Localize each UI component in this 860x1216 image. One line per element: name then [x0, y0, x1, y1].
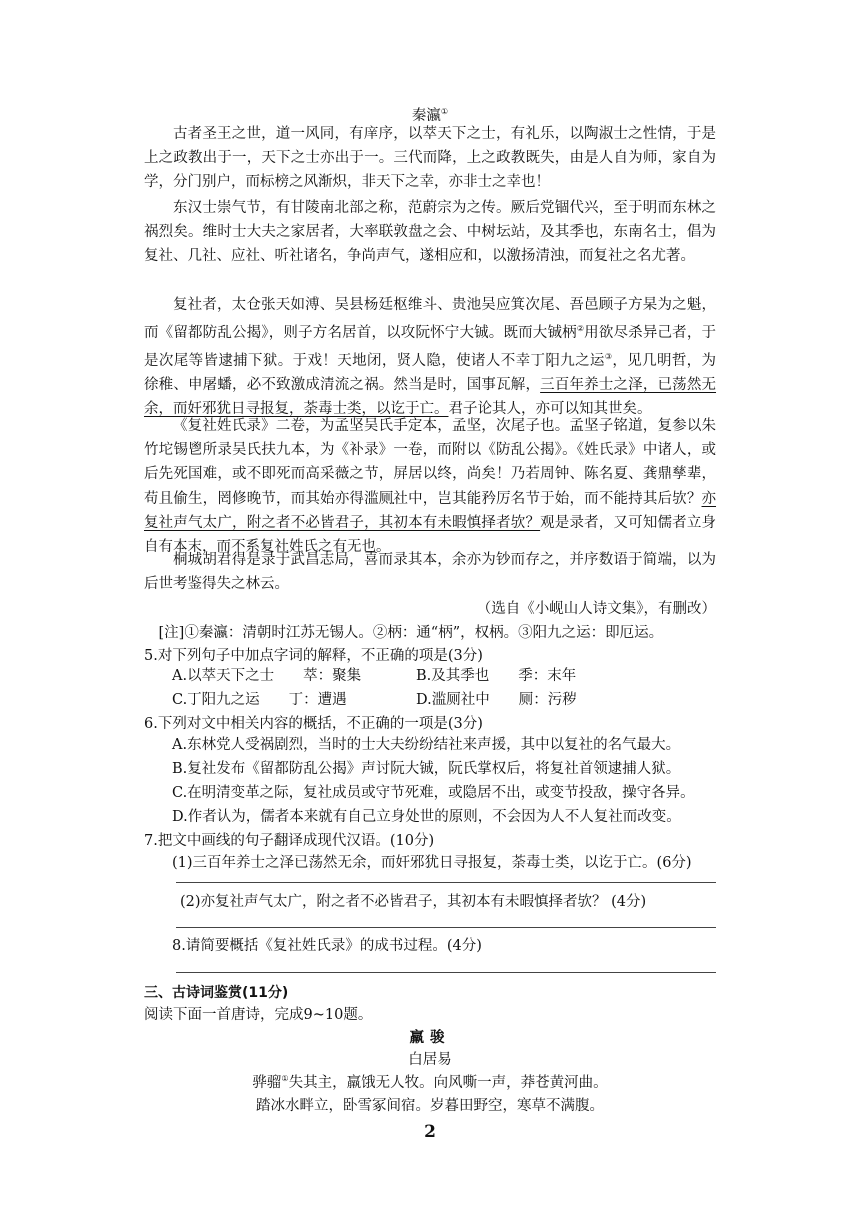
paragraph-3-text-a: 复社者，太仓张天如溥、吴县杨廷枢维斗、贵池吴应箕次尾、吾邑顾子方杲为之魁，而《留都防乱公揭》，则子方名居首，以攻阮怀宁大铖。既而大铖柄: [144, 297, 716, 342]
q6-option-d: D.作者认为，儒者本来就有自己立身处世的原则，不会因为人不人复社而改变。: [172, 809, 681, 825]
footnote-mark-3: ③: [604, 352, 613, 362]
underlined-sentence-2: 亦复社声气太广，附之者不必皆君子，其初本有未暇慎择者欤？: [144, 490, 717, 531]
section-3-instruction: 阅读下面一首唐诗，完成9~10题。: [144, 1007, 373, 1023]
paragraph-3: [144, 293, 716, 422]
poem-line-1-b: 失其主，羸饿无人牧。向风嘶一声，莽苍黄河曲。: [288, 1075, 608, 1091]
paragraph-2: [144, 196, 716, 269]
paragraph-5-text: 桐城胡君得是录于武昌志局，喜而录其本，余亦为钞而存之，并序数语于简端，以为后世考鉴得失之林云。: [144, 552, 716, 593]
q5-option-d: D.滥厕社中 厕：污秽: [416, 692, 577, 708]
dotted-word-ji: 季: [569, 224, 585, 241]
answer-line-q7-2[interactable]: [176, 927, 716, 928]
poem-line-2: 踏冰水畔立，卧雪冢间宿。岁暮田野空，寒草不满腹。: [256, 1098, 604, 1114]
paragraph-2-text-a: 东汉士崇气节，有甘陵南北部之称，范蔚宗为之传。厥后党锢代兴，至于明而东林之祸烈矣。维时士大夫之家居者，大率联敦盘之会、中树坛站，及其: [144, 200, 716, 241]
poem-title: 羸骏: [409, 1029, 451, 1046]
q7-sentence-1: (1)三百年养士之泽已荡然无余，而奸邪犹日寻报复，荼毒士类，以讫于亡。(6分): [172, 855, 692, 871]
q5-option-c: C.丁阳九之运 丁：遭遇: [172, 692, 347, 708]
poem-footnote-mark: ①: [281, 1074, 289, 1084]
underlined-sentence-1: 三百年养士之泽，已荡然无余，而奸邪犹日寻报复，荼毒士类，以讫于亡。: [144, 377, 717, 418]
page-number: 2: [424, 1122, 436, 1142]
q5-stem: 5.对下列句子中加点字词的解释，不正确的项是(3分): [144, 648, 483, 664]
title-footnote-mark: ①: [440, 107, 449, 117]
q8-stem: 8.请简要概括《复社姓氏录》的成书过程。(4分): [172, 938, 482, 954]
paragraph-4-text-a: 《复社姓氏录》二卷，为孟坚吴氏手定本，孟坚，次尾子也。孟坚子铭道，复参以朱竹坨锡鬯所录吴氏扶九本，为《补录》一卷，而附以《防乱公揭》。《姓氏录》中诸人，或后先死国难，或不即死而高采薇之节，屏居以终，尚矣！乃若周钟、陈名夏、龚鼎孳辈，苟且偷生，罔修晚节，而其始亦得: [144, 418, 716, 507]
footnotes: [注]①秦瀛：清朝时江苏无锡人。②柄：通“柄”，权柄。③阳九之运：即厄运。: [158, 625, 664, 641]
passage-title-text: 秦瀛: [411, 108, 441, 124]
section-3-heading: 三、古诗词鉴赏(11分): [144, 985, 289, 1001]
paragraph-1-text: 古者圣王之世，道一风同，有庠序，以萃天下之士，有礼乐，以陶淑士之性情，于是上之政教出于一，天下之士亦出于一。三代而降，上之政教既失，由是人自为师，家自为学，分门别户，而标榜之风渐炽，非天下之幸，亦非士之幸也！: [144, 126, 716, 191]
dotted-word-ding: 丁: [530, 353, 546, 370]
q5-option-a: A.以萃天下之士 萃：聚集: [172, 668, 362, 684]
paragraph-1: [144, 122, 716, 195]
poem-line-1-a: 骅骝: [252, 1075, 282, 1091]
q6-option-a: A.东林党人受祸剧烈，当时的士大夫纷纷结社来声援，其中以复社的名气最大。: [172, 737, 681, 753]
paragraph-2-text-b: 也，东南名士，倡为复社、几社、应社、听社诸名，争尚声气，遂相应和，以激扬清浊，而复社之名尤著。: [144, 224, 717, 265]
q7-stem: 7.把文中画线的句子翻译成现代汉语。(10分): [144, 833, 435, 849]
paragraph-3-text-c: 阳九之运: [545, 353, 605, 370]
q6-option-c: C.在明清变革之际，复社成员或守节死难，或隐居不出，或变节投敌，操守各异。: [172, 785, 695, 801]
q6-option-b: B.复社发布《留都防乱公揭》声讨阮大铖，阮氏掌权后，将复社首领逮捕人狱。: [172, 761, 681, 777]
answer-line-q7-1[interactable]: [176, 882, 716, 883]
paragraph-4-text-c: 观是录者，又可知儒者立身自有本末，而不系复社姓氏之有无也。: [144, 514, 717, 556]
source-citation: （选自《小岘山人诗文集》，有删改）: [476, 601, 716, 617]
q7-sentence-2: (2)亦复社声气太广，附之者不必皆君子，其初本有未暇慎择者欤？ (4分): [180, 894, 647, 910]
poem-author: 白居易: [408, 1052, 452, 1068]
paragraph-5: [144, 548, 716, 596]
paragraph-3-text-b: 用欲尽杀异己者，于是次尾等皆逮捕下狱。于戏！天地闭，贤人隐，使诸人不幸: [144, 325, 717, 370]
q5-option-b: B.及其季也 季：末年: [416, 668, 577, 684]
footnote-mark-2: ②: [576, 324, 585, 334]
dotted-word-lance: 滥厕: [364, 490, 394, 507]
poem-line-1: [0, 1071, 860, 1092]
paragraph-3-text-d: ，见几明哲，为徐稚、申屠蟠，必不致激成清流之祸。然当是时，国事瓦解，: [144, 353, 717, 394]
paragraph-4-text-b: 社中，岂其能矜厉名节于始，而不能持其后欤？: [393, 490, 702, 507]
q6-stem: 6.下列对文中相关内容的概括，不正确的一项是(3分): [144, 716, 483, 732]
answer-line-q8[interactable]: [176, 972, 716, 973]
paragraph-4: [144, 414, 716, 559]
paragraph-3-text-e: 君子论其人，亦可以知其世矣。: [448, 401, 652, 418]
